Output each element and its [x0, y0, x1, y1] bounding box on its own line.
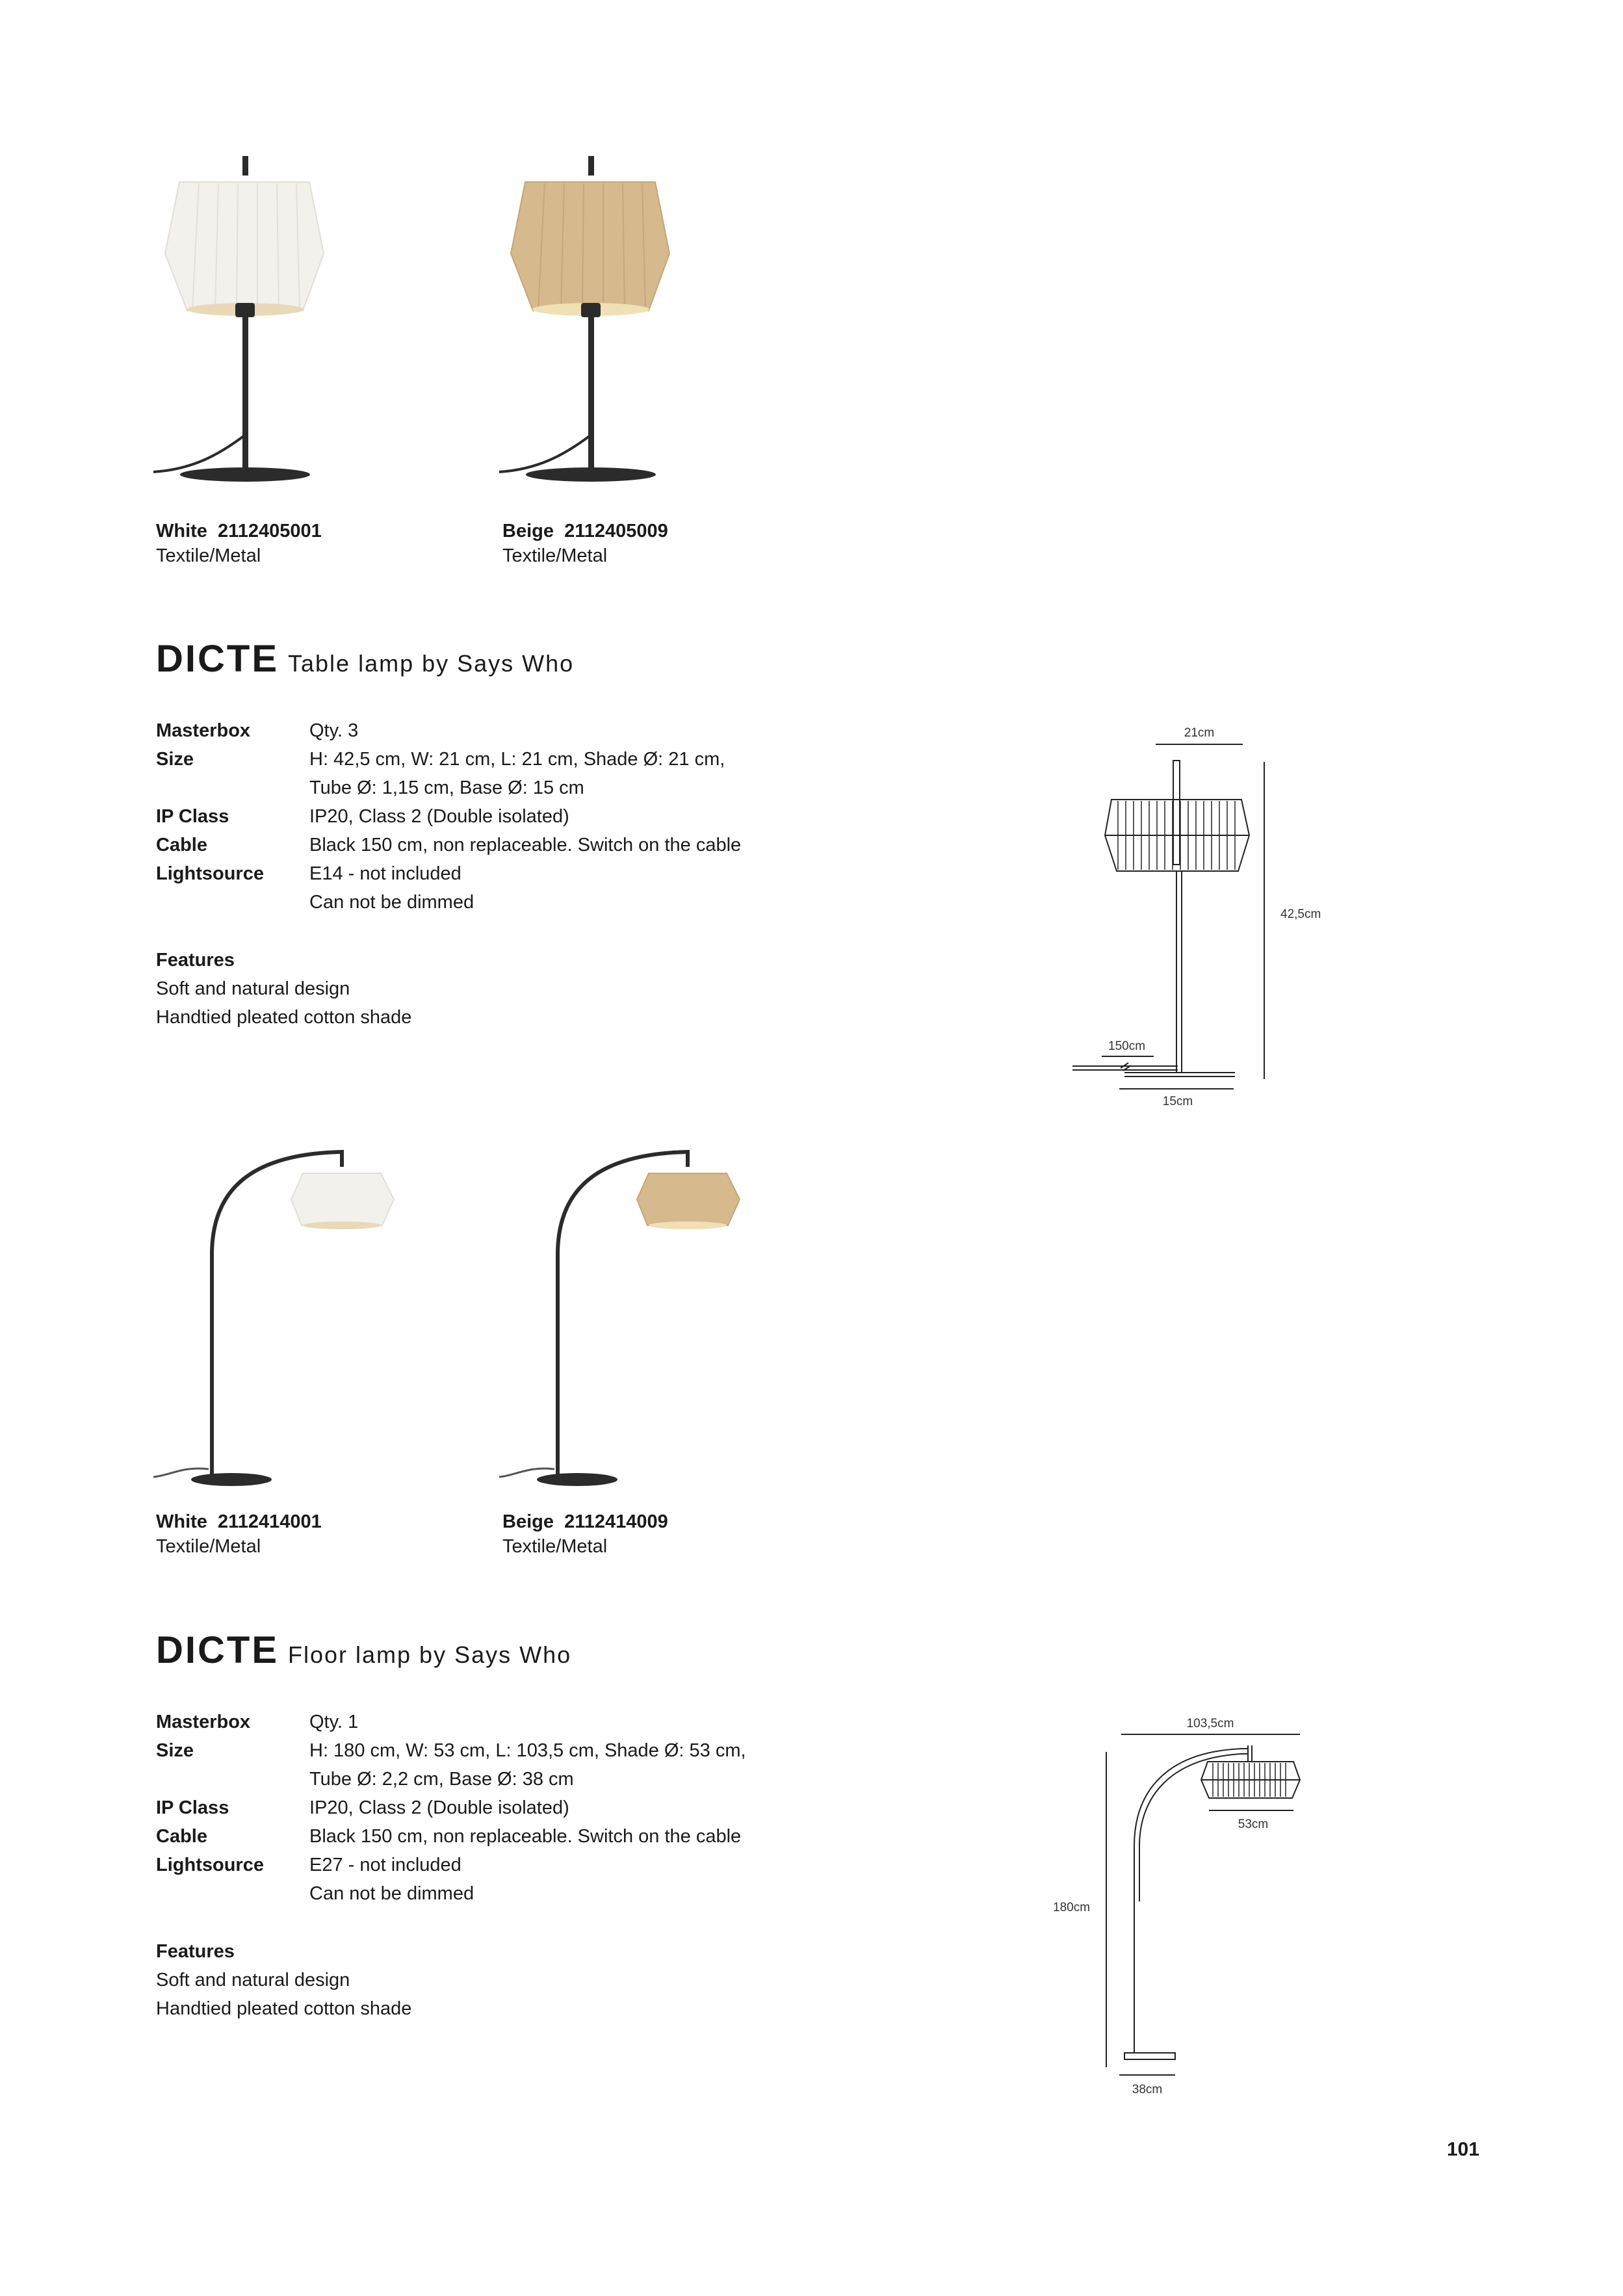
table-lamp-technical-drawing — [1066, 715, 1339, 1118]
variant-material: Textile/Metal — [502, 545, 608, 566]
floor-lamp-features — [156, 1937, 411, 2023]
table-lamp-beige-caption — [502, 519, 668, 568]
feature-item: Handtied pleated cotton shade — [156, 1998, 412, 2019]
spec-label: Size — [156, 1740, 194, 1761]
spec-label: Cable — [156, 835, 207, 855]
variant-label: Beige 2112405009 — [502, 521, 668, 541]
floor-lamp-technical-drawing — [1046, 1703, 1319, 2113]
spec-value: Qty. 3 — [309, 720, 359, 741]
spec-label: Masterbox — [156, 720, 251, 741]
feature-item: Soft and natural design — [156, 1970, 350, 1990]
dimension-height-label: 180cm — [1053, 1901, 1091, 1914]
spec-value: Can not be dimmed — [309, 892, 474, 913]
product-name: DICTE — [156, 638, 279, 680]
spec-label: Lightsource — [156, 863, 264, 884]
spec-value: E14 - not included — [309, 863, 461, 884]
dimension-width-label: 21cm — [1184, 726, 1215, 740]
spec-value: Black 150 cm, non replaceable. Switch on the cable — [309, 835, 742, 855]
product-name: DICTE — [156, 1629, 279, 1671]
feature-item: Soft and natural design — [156, 978, 350, 999]
spec-label: Masterbox — [156, 1712, 251, 1732]
floor-lamp-beige-photo — [499, 1138, 753, 1489]
dimension-shade-label: 53cm — [1238, 1818, 1269, 1831]
product-subtitle: Table lamp by Says Who — [288, 650, 575, 677]
table-lamp-white-photo — [153, 150, 348, 494]
variant-material: Textile/Metal — [156, 545, 261, 566]
spec-value: Tube Ø: 2,2 cm, Base Ø: 38 cm — [309, 1769, 574, 1790]
table-lamp-features — [156, 946, 411, 1032]
spec-value: E27 - not included — [309, 1855, 461, 1875]
variant-material: Textile/Metal — [156, 1536, 261, 1557]
spec-value: Can not be dimmed — [309, 1883, 474, 1904]
floor-lamp-white-caption — [156, 1509, 322, 1559]
variant-label: Beige 2112414009 — [502, 1511, 668, 1532]
variant-label: White 2112405001 — [156, 521, 322, 541]
spec-value: H: 42,5 cm, W: 21 cm, L: 21 cm, Shade Ø: 21 cm, — [309, 749, 725, 770]
table-lamp-heading — [156, 637, 574, 681]
spec-value: Black 150 cm, non replaceable. Switch on the cable — [309, 1826, 742, 1847]
floor-lamp-specs — [156, 1708, 871, 1908]
page-number: 101 — [1447, 2139, 1480, 2160]
spec-value: H: 180 cm, W: 53 cm, L: 103,5 cm, Shade Ø: 53 cm, — [309, 1740, 746, 1761]
spec-label: IP Class — [156, 806, 229, 827]
spec-label: Size — [156, 749, 194, 770]
variant-label: White 2112414001 — [156, 1511, 322, 1532]
spec-label: Cable — [156, 1826, 207, 1847]
spec-value: Tube Ø: 1,15 cm, Base Ø: 15 cm — [309, 777, 584, 798]
floor-lamp-white-photo — [153, 1138, 407, 1489]
table-lamp-beige-photo — [499, 150, 694, 494]
spec-label: Lightsource — [156, 1855, 264, 1875]
table-lamp-specs — [156, 716, 871, 917]
variant-material: Textile/Metal — [502, 1536, 608, 1557]
dimension-length-label: 103,5cm — [1186, 1717, 1234, 1730]
dimension-base-label: 38cm — [1132, 2083, 1163, 2096]
spec-value: IP20, Class 2 (Double isolated) — [309, 806, 569, 827]
feature-item: Handtied pleated cotton shade — [156, 1007, 412, 1028]
lamp-shade — [511, 182, 669, 311]
dimension-cable-label: 150cm — [1108, 1039, 1146, 1053]
table-lamp-white-caption — [156, 519, 322, 568]
spec-value: Qty. 1 — [309, 1712, 359, 1732]
features-title: Features — [156, 1941, 235, 1962]
spec-label: IP Class — [156, 1797, 229, 1818]
floor-lamp-beige-caption — [502, 1509, 668, 1559]
lamp-shade — [165, 182, 324, 311]
floor-lamp-heading — [156, 1628, 571, 1672]
product-subtitle: Floor lamp by Says Who — [288, 1641, 572, 1668]
features-title: Features — [156, 950, 235, 971]
dimension-base-label: 15cm — [1162, 1095, 1193, 1108]
dimension-height-label: 42,5cm — [1280, 907, 1321, 921]
spec-value: IP20, Class 2 (Double isolated) — [309, 1797, 569, 1818]
